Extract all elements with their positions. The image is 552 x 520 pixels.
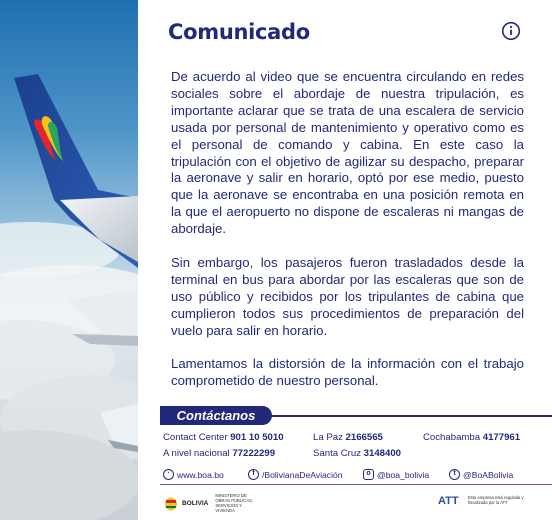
contact-value[interactable]: 3148400	[363, 448, 402, 459]
contact-value[interactable]: 2166565	[345, 432, 383, 443]
contact-value[interactable]: 901 10 5010	[230, 432, 284, 443]
airplane-wing-photo	[0, 0, 138, 520]
social-text: /BolivianaDeAviación	[262, 469, 343, 480]
announcement-panel	[138, 0, 552, 520]
contact-label: Cochabamba	[423, 432, 481, 443]
contact-item-nacional	[163, 448, 275, 459]
social-text: www.boa.bo	[177, 469, 224, 480]
contact-item-la-paz	[313, 432, 383, 443]
att-regulator-logo	[438, 493, 528, 507]
social-text: @boa_bolivia	[377, 469, 430, 480]
contact-item-contact-center	[163, 432, 284, 443]
social-link-instagram[interactable]	[363, 469, 429, 480]
paragraph-1: De acuerdo al video que se encuentra circulando en redes sociales sobre el abordaje de nuestra tripulación, es importante aclarar que se trata de una escalera de servicio usada por personal de mantenimiento y operativo como es el personal de comando y cabina. En este caso la tripulación con el objetivo de agilizar su despacho, preparar la aeronave y salir en horario, optó por ese medio, puesto que la aeronave se encontraba en una posición remota en la que el aeropuerto no dispone de escaleras ni mangas de abordaje.	[171, 69, 524, 237]
social-link-website[interactable]	[163, 469, 224, 480]
att-regulation-text: Esta empresa está regulada y fiscalizada por la ATT	[468, 495, 524, 505]
contact-label: Santa Cruz	[313, 448, 361, 459]
contact-value[interactable]: 4177961	[482, 432, 521, 443]
att-logo-icon	[438, 493, 464, 507]
info-circle-icon[interactable]	[501, 21, 521, 41]
globe-icon: ·	[163, 469, 174, 480]
paragraph-3: Lamentamos la distorsión de la información con el trabajo comprometido de nuestro personal.	[171, 356, 524, 389]
contact-item-santa-cruz	[313, 448, 401, 459]
twitter-icon: t	[449, 469, 460, 480]
svg-text:ATT: ATT	[438, 495, 459, 507]
announcement-body	[171, 69, 524, 407]
contact-value[interactable]: 77222299	[232, 448, 276, 459]
contact-label: A nivel nacional	[163, 448, 230, 459]
bolivia-government-logo	[163, 493, 261, 513]
social-link-twitter[interactable]	[449, 469, 513, 480]
contact-heading: Contáctanos	[160, 406, 272, 425]
contact-item-cochabamba	[423, 432, 520, 443]
ministry-text: MINISTERIO DE OBRAS PÚBLICAS, SERVICIOS Y VIVIENDA	[215, 493, 254, 513]
paragraph-2: Sin embargo, los pasajeros fueron trasladados desde la terminal en bus para abordar por las escaleras que son de uso público y recibidos por los tripulantes de cabina que cumplieron todos sus procedimientos de preparación del vuelo para salir en horario.	[171, 254, 524, 338]
contact-label: La Paz	[313, 432, 343, 443]
instagram-icon: o	[363, 469, 374, 480]
bolivia-logo-text: BOLIVIA	[182, 499, 209, 507]
bolivia-coat-of-arms-icon	[163, 495, 179, 511]
facebook-icon: f	[248, 469, 259, 480]
page-title: Comunicado	[168, 20, 310, 44]
social-link-facebook[interactable]	[248, 469, 343, 480]
contact-label: Contact Center	[163, 432, 228, 443]
social-text: @BoABolivia	[463, 469, 514, 480]
footer-divider	[160, 484, 552, 485]
